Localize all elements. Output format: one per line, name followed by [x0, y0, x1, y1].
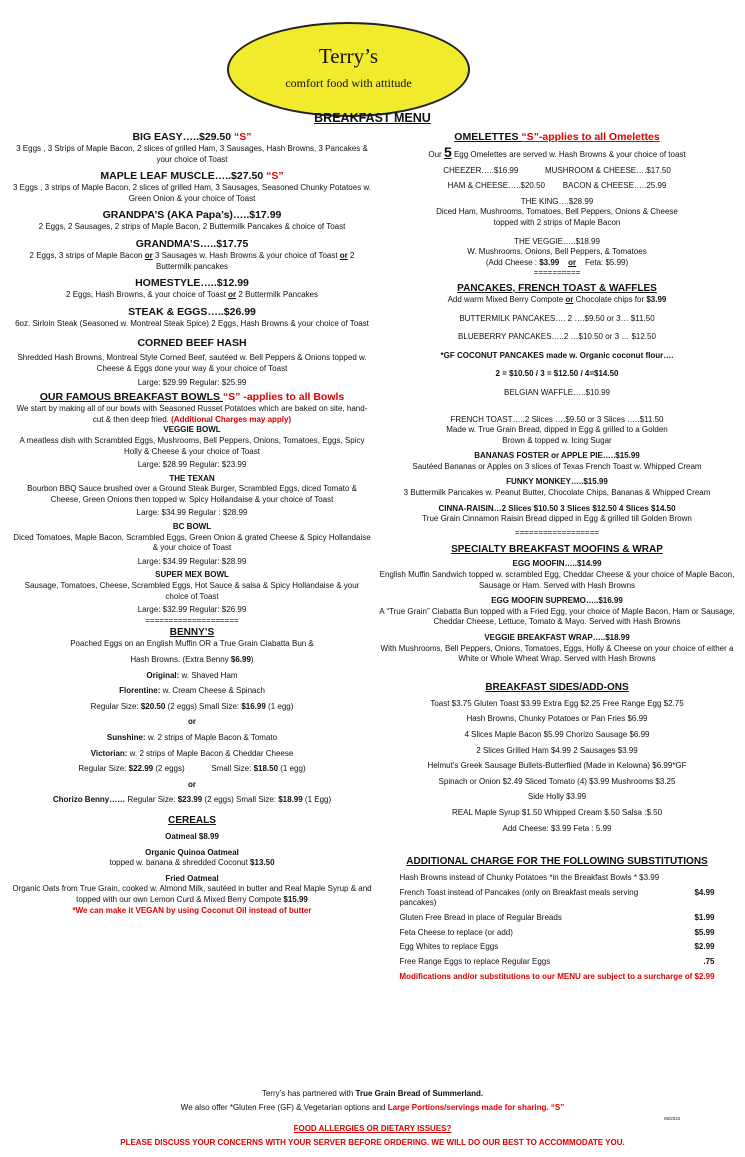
gf-pancakes-prices: 2 = $10.50 / 3 = $12.50 / 4=$14.50 — [495, 369, 619, 379]
corned-desc: Shredded Hash Browns, Montreal Style Corned Beef, sautéed w. Bell Peppers & Onions topped w. Cheese & Eggs done your way & your choice of Toast — [17, 353, 367, 373]
egg-moofin-supremo-desc: A “True Grain” Ciabatta Bun topped with a Fried Egg, your choice of Maple Bacon, Ham or Sausage, Cheddar Cheese, Lettuce, Tomato & Mayo. Served with Hash Browns — [379, 606, 735, 627]
sides-line-4: 2 Slices Grilled Ham $4.99 2 Sausages $3.99 — [476, 745, 638, 755]
veggie-wrap: VEGGIE BREAKFAST WRAP…..$18.99 — [484, 633, 630, 642]
right-column — [378, 131, 736, 983]
bowls-desc: We start by making all of our bowls with Seasoned Russet Potatoes which are baked on site, hand-cut & then deep fried. (Additional Charges may apply) — [16, 404, 368, 424]
king-title: THE KING….$28.99 — [520, 196, 594, 206]
funky-monkey: FUNKY MONKEY…..$15.99 — [506, 477, 608, 487]
bananas-foster: BANANAS FOSTER or APPLE PIE…..$15.99 — [474, 451, 640, 461]
bc-price: Large: $34.99 Regular: $28.99 — [137, 556, 247, 566]
grandpa-title: GRANDPA’S (AKA Papa’s)…..$17.99 — [102, 209, 282, 222]
benny-l2: Hash Browns. (Extra Benny $6.99) — [130, 655, 254, 664]
logo — [227, 22, 470, 117]
table-row: French Toast instead of Pancakes (only on Breakfast meals serving pancakes) $4.99 — [399, 887, 715, 908]
bowls-title: OUR FAMOUS BREAKFAST BOWLS “S” -applies to all Bowls — [39, 391, 345, 404]
corned-title: CORNED BEEF HASH — [137, 337, 247, 350]
pancakes-add: Add warm Mixed Berry Compote or Chocolate chips for $3.99 — [447, 294, 667, 304]
bc-desc: Diced Tomatoes, Maple Bacon, Scrambled Eggs, Green Onion & grated Cheese & Spicy Hollandaise & your choice of Toast — [13, 532, 371, 553]
texan-price: Large: $34.99 Regular : $28.99 — [136, 508, 248, 518]
subs-title: ADDITIONAL CHARGE FOR THE FOLLOWING SUBSTITUTIONS — [406, 856, 708, 868]
egg-moofin-supremo: EGG MOOFIN SUPREMO…..$16.99 — [491, 596, 623, 606]
sides-line-1: Toast $3.75 Gluten Toast $3.99 Extra Egg $2.25 Free Range Egg $2.75 — [430, 698, 684, 708]
table-row: Hash Browns instead of Chunky Potatoes *in the Breakfast Bowls * $3.99 — [399, 873, 660, 883]
allergy-heading: FOOD ALLERGIES OR DIETARY ISSUES? — [293, 1124, 452, 1133]
sides-line-8: REAL Maple Syrup $1.50 Whipped Cream $.50 Salsa :$.50 — [451, 807, 663, 817]
quinoa-desc: topped w. banana & shredded Coconut $13.50 — [109, 858, 275, 868]
cinna-raisin-desc: True Grain Cinnamon Raisin Bread dipped in Egg & grilled till Golden Brown — [422, 514, 692, 524]
date-stamp: 06/2022 — [664, 1116, 681, 1121]
veggie-title: THE VEGGIE…..$18.99 — [514, 236, 600, 246]
cereals-title: CEREALS — [168, 814, 216, 826]
french-toast: FRENCH TOAST…..2 Slices ….$9.50 or 3 Slices …..$11.50 — [450, 414, 664, 424]
veggie-add: (Add Cheese : $3.99 or Feta: $5.99) — [485, 257, 629, 267]
logo-subtitle: comfort food with attitude — [285, 76, 412, 90]
left-column — [12, 131, 372, 916]
omelettes-separator: ========== — [533, 268, 581, 278]
belgian-waffle: BELGIAN WAFFLE…..$10.99 — [504, 387, 610, 397]
menu-title: BREAKFAST MENU — [314, 111, 431, 125]
steak-desc: 6oz. Sirloin Steak (Seasoned w. Montreal Steak Spice) 2 Eggs, Hash Browns & your choice of Toast — [15, 318, 369, 328]
big-easy-title: BIG EASY…..$29.50 “S” — [132, 131, 252, 143]
benny-florentine: Florentine: w. Cream Cheese & Spinach — [119, 686, 265, 696]
benny-or-1: or — [188, 717, 196, 727]
benny-size-2: Regular Size: $22.99 (2 eggs) Small Size: $18.50 (1 egg) — [78, 764, 306, 774]
table-row: Gluten Free Bread in place of Regular Breads $1.99 — [399, 912, 715, 922]
funky-monkey-desc: 3 Buttermilk Pancakes w. Peanut Butter, Chocolate Chips, Bananas & Whipped Cream — [403, 488, 711, 498]
sides-line-6: Spinach or Onion $2.49 Sliced Tomato (4) $3.99 Mushrooms $3.25 — [438, 776, 676, 786]
french-toast-desc: Made w. True Grain Bread, dipped in Egg & grilled to a Golden Brown & topped w. Icing Sugar — [446, 425, 668, 445]
benny-title: BENNY’S — [169, 627, 215, 639]
texan-desc: Bourbon BBQ Sauce brushed over a Ground Steak Burger, Scrambled Eggs, diced Tomato & Cheese, Green Onions then topped w. Spicy Hollandaise & your choice of Toast — [27, 484, 357, 504]
mex-title: SUPER MEX BOWL — [155, 570, 229, 580]
benny-or-2: or — [188, 779, 196, 789]
king-desc: Diced Ham, Mushrooms, Tomatoes, Bell Peppers, Onions & Cheese topped with 2 strips of Maple Bacon — [436, 207, 678, 227]
benny-size-1: Regular Size: $20.50 (2 eggs) Small Size: $16.99 (1 egg) — [90, 701, 294, 711]
benny-original: Original: w. Shaved Ham — [146, 670, 238, 680]
buttermilk-pancakes: BUTTERMILK PANCAKES…. 2 ….$9.50 or 3… $11.50 — [459, 313, 655, 323]
homestyle-desc: 2 Eggs, Hash Browns, & your choice of Toast or 2 Buttermilk Pancakes — [66, 290, 318, 300]
omelette-row-1: CHEEZER…..$16.99 MUSHROOM & CHEESE….$17.50 — [443, 165, 671, 175]
big-easy-desc: 3 Eggs , 3 Strips of Maple Bacon, 2 slices of grilled Ham, 3 Sausages, Hash Browns, 3 Pancakes & your choice of Toast — [16, 144, 368, 164]
sides-line-5: Helmut’s Greek Sausage Bullets-Butterflied (Made in Kelowna) $6.99*GF — [427, 761, 687, 771]
bananas-foster-desc: Sautéed Bananas or Apples on 3 slices of Texas French Toast w. Whipped Cream — [412, 461, 702, 471]
veggie-bowl-title: VEGGIE BOWL — [163, 425, 221, 435]
benny-chorizo: Chorizo Benny…… Regular Size: $23.99 (2 eggs) Small Size: $18.99 (1 Egg) — [52, 795, 332, 805]
texan-title: THE TEXAN — [169, 473, 215, 483]
egg-moofin-desc: English Muffin Sandwich topped w. scrambled Egg, Cheddar Cheese & your choice of Maple Bacon, Sausage or Ham. Served with Hash Browns — [379, 570, 735, 590]
mex-price: Large: $32.99 Regular: $26.99 — [137, 605, 247, 615]
omelettes-title: OMELETTES “S”-applies to all Omelettes — [454, 131, 660, 143]
quinoa-title: Organic Quinoa Oatmeal — [145, 847, 239, 857]
table-row: Feta Cheese to replace (or add) $5.99 — [399, 927, 715, 937]
veggie-bowl-desc: A meatless dish with Scrambled Eggs, Mushrooms, Bell Peppers, Onions, Tomatoes, Eggs, Spicy Holly & Cheese & your choice of Toast — [19, 435, 365, 456]
blueberry-pancakes: BLUEBERRY PANCAKES…..2 …$10.50 or 3 … $12.50 — [458, 332, 656, 342]
subs-table — [400, 871, 715, 969]
vegan-note: *We can make it VEGAN by using Coconut Oil instead of butter — [72, 905, 312, 915]
homestyle-title: HOMESTYLE…..$12.99 — [135, 277, 249, 290]
corned-price: Large: $29.99 Regular: $25.99 — [137, 377, 247, 387]
maple-title: MAPLE LEAF MUSCLE…..$27.50 “S” — [100, 170, 284, 183]
benny-victorian: Victorian: w. 2 strips of Maple Bacon & Cheddar Cheese — [90, 748, 294, 758]
sides-line-9: Add Cheese: $3.99 Feta : 5.99 — [502, 823, 612, 833]
veggie-desc: W. Mushrooms, Onions, Bell Peppers, & Tomatoes — [467, 247, 647, 257]
oatmeal: Oatmeal $8.99 — [165, 831, 219, 841]
benny-sunshine: Sunshine: w. 2 strips of Maple Bacon & Tomato — [106, 732, 278, 742]
veggie-bowl-price: Large: $28.99 Regular: $23.99 — [137, 460, 247, 470]
fried-oatmeal-title: Fried Oatmeal — [165, 873, 219, 883]
sides-line-7: Side Holly $3.99 — [527, 792, 587, 802]
table-row: Free Range Eggs to replace Regular Eggs .75 — [399, 956, 715, 966]
mex-desc: Sausage, Tomatoes, Cheese, Scrambled Eggs, Hot Sauce & salsa & Spicy Hollandaise & your choice of Toast — [24, 581, 360, 601]
gf-pancakes: *GF COCONUT PANCAKES made w. Organic coconut flour…. — [440, 350, 674, 360]
grandma-desc: 2 Eggs, 3 strips of Maple Bacon or 3 Sausages w. Hash Browns & your choice of Toast or 2 Buttermilk pancakes — [29, 250, 355, 271]
separator: ==================== — [145, 615, 239, 625]
allergy-note: PLEASE DISCUSS YOUR CONCERNS WITH YOUR SERVER BEFORE ORDERING. WE WILL DO OUR BEST TO ACCOMMODATE YOU. — [120, 1138, 625, 1147]
sides-title: BREAKFAST SIDES/ADD-ONS — [485, 681, 629, 693]
bc-title: BC BOWL — [172, 522, 212, 532]
table-row: Egg Whites to replace Eggs $2.99 — [399, 942, 715, 952]
logo-title: Terry’s — [318, 44, 379, 68]
omelette-row-2: HAM & CHEESE…..$20.50 BACON & CHEESE…..25.99 — [447, 181, 667, 191]
fried-oatmeal-desc: Organic Oats from True Grain, cooked w. Almond Milk, sautéed in butter and Real Maple Syrup & and topped with our own Lemon Curd & Mixed Berry Compote $15.99 — [12, 884, 372, 904]
cinna-raisin: CINNA-RAISIN…2 Slices $10.50 3 Slices $12.50 4 Slices $14.50 — [438, 503, 676, 513]
footer-partner: Terry’s has partnered with True Grain Bread of Summerland. — [261, 1089, 484, 1098]
sides-line-3: 4 Slices Maple Bacon $5.99 Chorizo Sausage $6.99 — [464, 729, 650, 739]
subs-note: Modifications and/or substitutions to our MENU are subject to a surcharge of $2.99 — [399, 972, 715, 982]
egg-moofin: EGG MOOFIN…..$14.99 — [512, 559, 602, 569]
grandpa-desc: 2 Eggs, 2 Sausages, 2 strips of Maple Bacon, 2 Buttermilk Pancakes & choice of Toast — [38, 222, 346, 232]
benny-l1: Poached Eggs on an English Muffin OR a True Grain Ciabatta Bun & — [70, 639, 314, 649]
veggie-wrap-desc: With Mushrooms, Bell Peppers, Onions, Tomatoes, Eggs, Holly & Cheese on your choice of either a White or Whole Wheat Wrap. Served with Hash Browns — [380, 643, 734, 664]
pancakes-separator: ================== — [514, 527, 600, 537]
footer-options: We also offer *Gluten Free (GF) & Vegetarian options and Large Portions/servings made for sharing. “S” — [180, 1103, 565, 1112]
pancakes-title: PANCAKES, FRENCH TOAST & WAFFLES — [457, 282, 657, 294]
omelettes-desc: Our 5 Egg Omelettes are served w. Hash Browns & your choice of toast — [428, 144, 686, 160]
sides-line-2: Hash Browns, Chunky Potatoes or Pan Fries $6.99 — [466, 714, 648, 724]
maple-desc: 3 Eggs , 3 strips of Maple Bacon, 2 slices of grilled Ham, 3 Sausages, Seasoned Chunky Potatoes w. Green Onion & your choice of Toast — [13, 183, 371, 203]
steak-title: STEAK & EGGS…..$26.99 — [128, 305, 256, 318]
specialty-title: SPECIALTY BREAKFAST MOOFINS & WRAP — [451, 544, 663, 556]
grandma-title: GRANDMA’S…..$17.75 — [135, 237, 249, 250]
